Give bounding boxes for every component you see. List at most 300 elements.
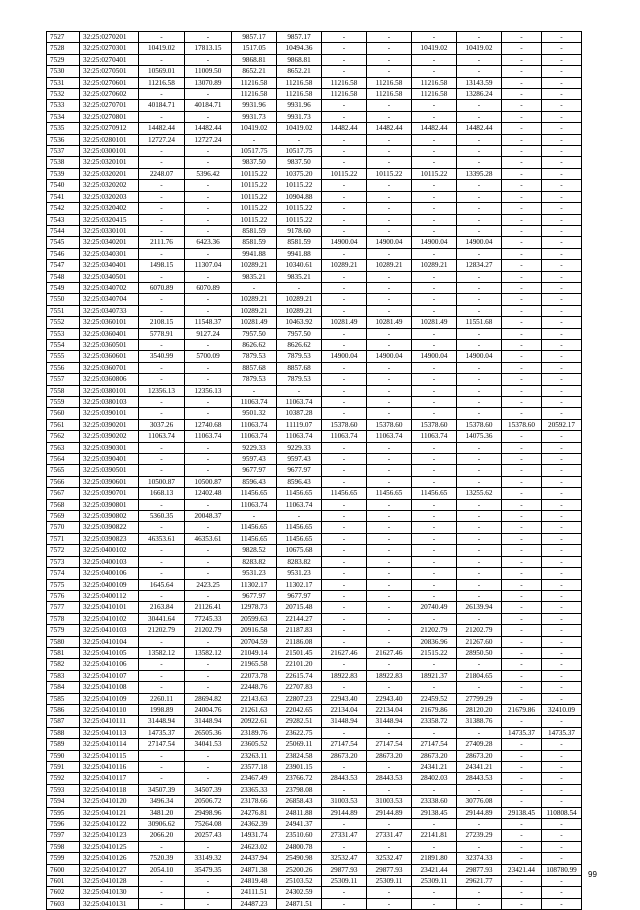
value-cell: - (367, 271, 412, 282)
value-cell: - (322, 602, 367, 613)
value-cell: - (367, 613, 412, 624)
value-cell: - (139, 339, 185, 350)
value-cell: - (322, 397, 367, 408)
value-cell: - (139, 111, 185, 122)
value-cell: 29282.51 (277, 716, 322, 727)
value-cell: 11216.58 (412, 77, 457, 88)
value-cell: 12727.24 (185, 134, 232, 145)
value-cell: - (232, 385, 277, 396)
row-index-cell: 7566 (47, 476, 80, 487)
value-cell: 24871.38 (232, 864, 277, 875)
table-row (47, 442, 582, 453)
value-cell: 2260.11 (139, 693, 185, 704)
value-cell: - (502, 43, 542, 54)
value-cell: - (542, 111, 582, 122)
value-cell: 23605.52 (232, 739, 277, 750)
value-cell: - (277, 282, 322, 293)
value-cell: - (139, 876, 185, 887)
value-cell: 22144.27 (277, 613, 322, 624)
value-cell: - (185, 362, 232, 373)
table-row (47, 625, 582, 636)
cadastral-code-cell: 32:25:0340704 (80, 294, 139, 305)
value-cell: - (502, 762, 542, 773)
value-cell: 15378.60 (502, 419, 542, 430)
value-cell: 11456.65 (367, 488, 412, 499)
value-cell: 3481.20 (139, 807, 185, 818)
table-row (47, 54, 582, 65)
value-cell: - (322, 556, 367, 567)
value-cell: - (367, 442, 412, 453)
value-cell: 22807.23 (277, 693, 322, 704)
value-cell: - (277, 511, 322, 522)
value-cell: 8652.21 (277, 66, 322, 77)
value-cell: - (542, 317, 582, 328)
value-cell: - (412, 887, 457, 898)
value-cell: - (542, 168, 582, 179)
table-row (47, 43, 582, 54)
value-cell: - (185, 876, 232, 887)
cadastral-code-cell: 32:25:0390601 (80, 476, 139, 487)
value-cell: 22943.40 (367, 693, 412, 704)
value-cell: - (322, 590, 367, 601)
value-cell: - (457, 146, 502, 157)
value-cell: - (367, 556, 412, 567)
table-row (47, 431, 582, 442)
cadastral-code-cell: 32:25:0400109 (80, 579, 139, 590)
value-cell: - (412, 271, 457, 282)
value-cell: 9597.43 (232, 454, 277, 465)
value-cell: - (367, 180, 412, 191)
table-row (47, 499, 582, 510)
value-cell: - (367, 43, 412, 54)
value-cell: - (502, 146, 542, 157)
value-cell: - (502, 431, 542, 442)
row-index-cell: 7579 (47, 625, 80, 636)
value-cell: - (322, 784, 367, 795)
value-cell: 14900.04 (367, 237, 412, 248)
value-cell: 11063.74 (277, 431, 322, 442)
value-cell: 24341.21 (412, 762, 457, 773)
value-cell: - (542, 89, 582, 100)
row-index-cell: 7603 (47, 898, 80, 909)
value-cell: - (412, 248, 457, 259)
row-index-cell: 7530 (47, 66, 80, 77)
value-cell: - (457, 157, 502, 168)
cadastral-code-cell: 32:25:0340401 (80, 260, 139, 271)
value-cell: 23766.72 (277, 773, 322, 784)
value-cell: - (185, 248, 232, 259)
value-cell: - (502, 579, 542, 590)
value-cell: - (322, 191, 367, 202)
value-cell: 2054.10 (139, 864, 185, 875)
value-cell: - (502, 374, 542, 385)
value-cell: - (542, 750, 582, 761)
value-cell: - (367, 157, 412, 168)
value-cell: - (542, 408, 582, 419)
table-row (47, 784, 582, 795)
value-cell: - (542, 339, 582, 350)
value-cell: - (457, 887, 502, 898)
row-index-cell: 7569 (47, 511, 80, 522)
value-cell: 1998.89 (139, 704, 185, 715)
value-cell: 29877.93 (322, 864, 367, 875)
value-cell: 7957.50 (232, 328, 277, 339)
value-cell: - (139, 305, 185, 316)
value-cell: - (542, 454, 582, 465)
value-cell: - (502, 454, 542, 465)
value-cell: - (367, 374, 412, 385)
value-cell: 22042.65 (277, 704, 322, 715)
value-cell: - (542, 362, 582, 373)
value-cell: 1517.05 (232, 43, 277, 54)
value-cell: 21202.79 (412, 625, 457, 636)
cadastral-code-cell: 32:25:0340501 (80, 271, 139, 282)
value-cell: - (542, 887, 582, 898)
value-cell: 11216.58 (139, 77, 185, 88)
value-cell: 8283.82 (232, 556, 277, 567)
table-row (47, 533, 582, 544)
value-cell: - (322, 454, 367, 465)
table-row (47, 317, 582, 328)
value-cell: 23421.44 (502, 864, 542, 875)
value-cell: 3037.26 (139, 419, 185, 430)
value-cell: 10675.68 (277, 545, 322, 556)
table-row (47, 898, 582, 909)
value-cell: - (322, 625, 367, 636)
value-cell: 21049.14 (232, 647, 277, 658)
cadastral-code-cell: 32:25:0390801 (80, 499, 139, 510)
value-cell: 75264.08 (185, 819, 232, 830)
value-cell: 23798.08 (277, 784, 322, 795)
value-cell: 20740.49 (412, 602, 457, 613)
table-row (47, 465, 582, 476)
value-cell: 23510.60 (277, 830, 322, 841)
value-cell: 11307.04 (185, 260, 232, 271)
value-cell: 9857.17 (232, 32, 277, 43)
value-cell: 13070.89 (185, 77, 232, 88)
value-cell: - (139, 294, 185, 305)
value-cell: - (542, 568, 582, 579)
value-cell: - (412, 568, 457, 579)
value-cell: 10419.02 (232, 123, 277, 134)
value-cell: - (412, 111, 457, 122)
cadastral-code-cell: 32:25:0380101 (80, 385, 139, 396)
value-cell: - (185, 54, 232, 65)
value-cell: - (367, 682, 412, 693)
value-cell: 27799.29 (457, 693, 502, 704)
value-cell: - (457, 362, 502, 373)
value-cell: 9229.33 (277, 442, 322, 453)
cadastral-code-cell: 32:25:0340201 (80, 237, 139, 248)
value-cell: - (367, 819, 412, 830)
value-cell: 14735.37 (542, 727, 582, 738)
row-index-cell: 7587 (47, 716, 80, 727)
cadastral-code-cell: 32:25:0410125 (80, 841, 139, 852)
row-index-cell: 7540 (47, 180, 80, 191)
value-cell: - (457, 442, 502, 453)
value-cell: 20592.17 (542, 419, 582, 430)
value-cell: - (322, 408, 367, 419)
value-cell: 8596.43 (277, 476, 322, 487)
value-cell: - (542, 693, 582, 704)
value-cell: - (502, 556, 542, 567)
value-cell: - (367, 408, 412, 419)
value-cell: 18922.83 (322, 670, 367, 681)
value-cell: 28673.20 (457, 750, 502, 761)
value-cell: 32532.47 (322, 853, 367, 864)
value-cell: - (502, 294, 542, 305)
row-index-cell: 7583 (47, 670, 80, 681)
value-cell: - (367, 841, 412, 852)
value-cell: 10289.21 (277, 294, 322, 305)
value-cell: - (367, 214, 412, 225)
value-cell: - (139, 408, 185, 419)
value-cell: - (322, 203, 367, 214)
value-cell: 31448.94 (322, 716, 367, 727)
value-cell: 24941.37 (277, 819, 322, 830)
value-cell: 10517.75 (277, 146, 322, 157)
value-cell: 11551.68 (457, 317, 502, 328)
cadastral-code-cell: 32:25:0270602 (80, 89, 139, 100)
value-cell: 10289.21 (232, 294, 277, 305)
value-cell: 21627.46 (367, 647, 412, 658)
value-cell: - (322, 214, 367, 225)
value-cell: - (457, 533, 502, 544)
table-row (47, 225, 582, 236)
value-cell: 10289.21 (322, 260, 367, 271)
row-index-cell: 7572 (47, 545, 80, 556)
value-cell: - (322, 146, 367, 157)
value-cell: - (185, 568, 232, 579)
value-cell: - (542, 43, 582, 54)
value-cell: 23263.11 (232, 750, 277, 761)
row-index-cell: 7545 (47, 237, 80, 248)
value-cell: 10115.22 (277, 214, 322, 225)
value-cell: - (139, 191, 185, 202)
value-cell: - (502, 123, 542, 134)
value-cell: 20257.43 (185, 830, 232, 841)
value-cell: 9531.23 (277, 568, 322, 579)
row-index-cell: 7549 (47, 282, 80, 293)
value-cell: - (412, 613, 457, 624)
value-cell: - (542, 636, 582, 647)
value-cell: 9837.50 (232, 157, 277, 168)
value-cell: - (502, 465, 542, 476)
cadastral-code-cell: 32:25:0410127 (80, 864, 139, 875)
value-cell: 23358.72 (412, 716, 457, 727)
cadastral-code-cell: 32:25:0410105 (80, 647, 139, 658)
value-cell: 14482.44 (367, 123, 412, 134)
row-index-cell: 7560 (47, 408, 80, 419)
value-cell: 9178.60 (277, 225, 322, 236)
value-cell: - (139, 670, 185, 681)
value-cell: - (367, 784, 412, 795)
value-cell: - (502, 682, 542, 693)
value-cell: - (185, 191, 232, 202)
cadastral-code-cell: 32:25:0270912 (80, 123, 139, 134)
value-cell: 24437.94 (232, 853, 277, 864)
value-cell: - (185, 294, 232, 305)
value-cell: - (457, 397, 502, 408)
value-cell: - (542, 191, 582, 202)
value-cell: - (322, 659, 367, 670)
table-row (47, 716, 582, 727)
value-cell: 14931.74 (232, 830, 277, 841)
value-cell: - (502, 853, 542, 864)
value-cell: 8652.21 (232, 66, 277, 77)
value-cell: 35479.35 (185, 864, 232, 875)
value-cell: - (139, 454, 185, 465)
row-index-cell: 7565 (47, 465, 80, 476)
value-cell: 10419.02 (139, 43, 185, 54)
value-cell: - (457, 682, 502, 693)
value-cell: 22448.76 (232, 682, 277, 693)
value-cell: 9931.73 (277, 111, 322, 122)
value-cell: - (542, 465, 582, 476)
value-cell: - (412, 511, 457, 522)
value-cell: - (502, 248, 542, 259)
value-cell: - (322, 362, 367, 373)
value-cell: 10375.20 (277, 168, 322, 179)
value-cell: 10419.02 (277, 123, 322, 134)
value-cell: - (412, 408, 457, 419)
value-cell: - (502, 180, 542, 191)
value-cell: 21515.22 (412, 647, 457, 658)
value-cell: 28443.53 (322, 773, 367, 784)
value-cell: 32410.09 (542, 704, 582, 715)
value-cell: - (322, 727, 367, 738)
value-cell: - (542, 305, 582, 316)
value-cell: - (412, 454, 457, 465)
value-cell: - (139, 682, 185, 693)
value-cell: 25200.26 (277, 864, 322, 875)
value-cell: - (457, 568, 502, 579)
cadastral-code-cell: 32:25:0340301 (80, 248, 139, 259)
value-cell: 25309.11 (367, 876, 412, 887)
value-cell: - (502, 203, 542, 214)
value-cell: - (542, 123, 582, 134)
value-cell: - (322, 887, 367, 898)
value-cell: - (502, 659, 542, 670)
value-cell: 14900.04 (322, 351, 367, 362)
value-cell: - (367, 282, 412, 293)
cadastral-code-cell: 32:25:0410117 (80, 773, 139, 784)
table-row (47, 408, 582, 419)
value-cell: - (322, 841, 367, 852)
value-cell: - (502, 214, 542, 225)
table-row (47, 237, 582, 248)
value-cell: - (139, 590, 185, 601)
value-cell: - (367, 898, 412, 909)
cadastral-code-cell: 32:25:0410101 (80, 602, 139, 613)
value-cell: 27409.28 (457, 739, 502, 750)
value-cell: 34041.53 (185, 739, 232, 750)
value-cell: - (502, 225, 542, 236)
value-cell: - (457, 225, 502, 236)
row-index-cell: 7532 (47, 89, 80, 100)
value-cell: 21202.79 (185, 625, 232, 636)
cadastral-code-cell: 32:25:0410131 (80, 898, 139, 909)
value-cell: 46353.61 (139, 533, 185, 544)
value-cell: - (502, 647, 542, 658)
table-row (47, 123, 582, 134)
value-cell: - (457, 339, 502, 350)
value-cell: - (367, 454, 412, 465)
cadastral-code-cell: 32:25:0270801 (80, 111, 139, 122)
row-index-cell: 7564 (47, 454, 80, 465)
row-index-cell: 7576 (47, 590, 80, 601)
cadastral-code-cell: 32:25:0360401 (80, 328, 139, 339)
value-cell: - (185, 146, 232, 157)
cadastral-code-cell: 32:25:0360101 (80, 317, 139, 328)
row-index-cell: 7535 (47, 123, 80, 134)
cadastral-code-cell: 32:25:0340702 (80, 282, 139, 293)
value-cell: - (412, 465, 457, 476)
value-cell: 22707.83 (277, 682, 322, 693)
value-cell: 23901.15 (277, 762, 322, 773)
value-cell: - (322, 134, 367, 145)
table-body (47, 32, 582, 910)
row-index-cell: 7599 (47, 853, 80, 864)
value-cell: 9531.23 (232, 568, 277, 579)
value-cell: - (457, 579, 502, 590)
value-cell: 9837.50 (277, 157, 322, 168)
value-cell: - (322, 43, 367, 54)
value-cell: 20916.58 (232, 625, 277, 636)
cadastral-code-cell: 32:25:0270701 (80, 100, 139, 111)
value-cell: 9677.97 (232, 465, 277, 476)
value-cell: - (139, 271, 185, 282)
value-cell: 11456.65 (232, 533, 277, 544)
value-cell: 34507.39 (139, 784, 185, 795)
value-cell: - (542, 77, 582, 88)
value-cell: 21186.08 (277, 636, 322, 647)
row-index-cell: 7552 (47, 317, 80, 328)
value-cell: 24487.23 (232, 898, 277, 909)
value-cell: 11456.65 (277, 533, 322, 544)
value-cell: 10115.22 (232, 214, 277, 225)
value-cell: 10115.22 (232, 168, 277, 179)
value-cell: 8857.68 (277, 362, 322, 373)
value-cell: - (502, 305, 542, 316)
value-cell: 11216.58 (277, 89, 322, 100)
value-cell: 21891.80 (412, 853, 457, 864)
value-cell: 14482.44 (185, 123, 232, 134)
value-cell: 29138.45 (502, 807, 542, 818)
value-cell: 22459.52 (412, 693, 457, 704)
row-index-cell: 7588 (47, 727, 80, 738)
value-cell: 23178.66 (232, 796, 277, 807)
value-cell: - (502, 385, 542, 396)
row-index-cell: 7556 (47, 362, 80, 373)
row-index-cell: 7534 (47, 111, 80, 122)
value-cell: 29138.45 (412, 807, 457, 818)
value-cell: - (322, 898, 367, 909)
value-cell: - (502, 830, 542, 841)
value-cell: - (502, 191, 542, 202)
cadastral-code-cell: 32:25:0410110 (80, 704, 139, 715)
value-cell: 9857.17 (277, 32, 322, 43)
value-cell: - (542, 784, 582, 795)
value-cell: 12740.68 (185, 419, 232, 430)
row-index-cell: 7595 (47, 807, 80, 818)
value-cell: 20599.63 (232, 613, 277, 624)
value-cell: - (139, 898, 185, 909)
row-index-cell: 7529 (47, 54, 80, 65)
value-cell: - (542, 853, 582, 864)
value-cell: - (542, 602, 582, 613)
value-cell: - (367, 54, 412, 65)
